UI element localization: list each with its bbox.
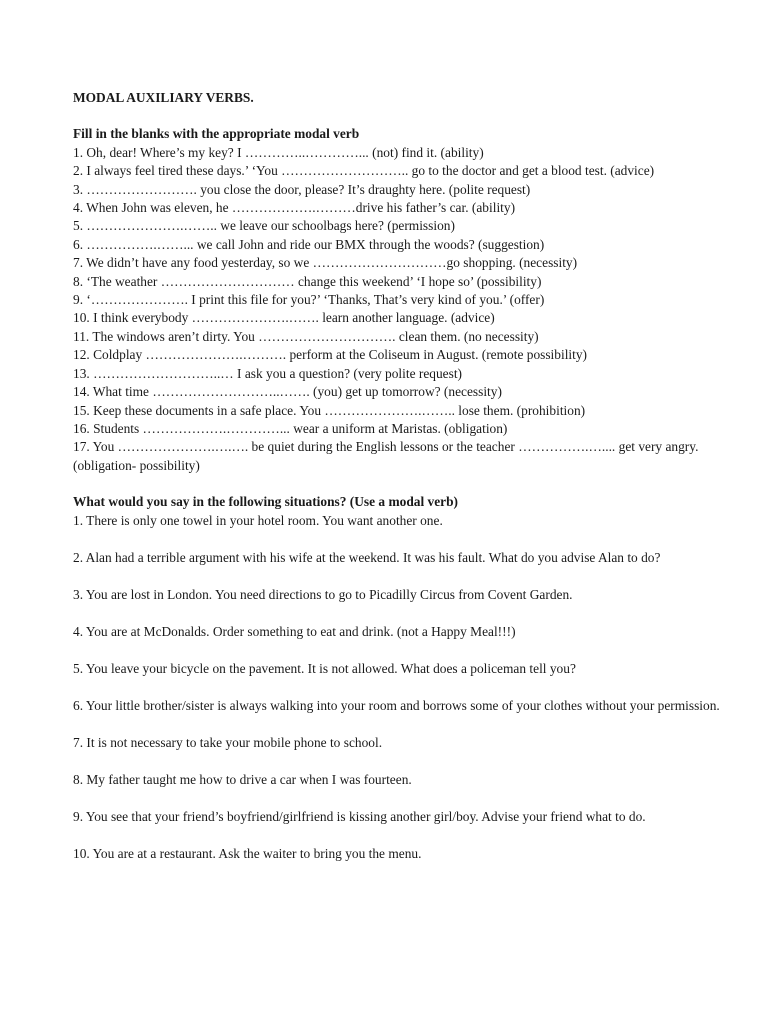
exercise-item: 6. …………….……... we call John and ride our BMX through the woods? (suggestion) bbox=[73, 236, 545, 252]
exercise-item: 16. Students ……………….…………... wear a uniform at Maristas. (obligation) bbox=[73, 420, 508, 436]
exercise-item: 2. I always feel tired these days.’ ‘You ……………………….. go to the doctor and get a blood test. (advice) bbox=[73, 163, 655, 179]
exercise-item: 10. I think everybody ………………….……. learn another language. (advice) bbox=[73, 310, 495, 326]
exercise-item: 7. We didn’t have any food yesterday, so we …………………………go shopping. (necessity) bbox=[73, 255, 578, 271]
situation-item: 3. You are lost in London. You need directions to go to Picadilly Circus from Covent Garden. bbox=[73, 586, 573, 602]
situation-item: 2. Alan had a terrible argument with his wife at the weekend. It was his fault. What do you advise Alan to do? bbox=[73, 549, 661, 565]
situations-heading: What would you say in the following situations? (Use a modal verb) bbox=[73, 494, 459, 510]
situations-section bbox=[73, 493, 723, 863]
situation-item: 8. My father taught me how to drive a car when I was fourteen. bbox=[73, 771, 412, 787]
situation-item: 9. You see that your friend’s boyfriend/girlfriend is kissing another girl/boy. Advise your friend what to do. bbox=[73, 808, 646, 824]
exercise-item: 14. What time ………………………..……. (you) get up tomorrow? (necessity) bbox=[73, 384, 502, 400]
situation-item: 1. There is only one towel in your hotel room. You want another one. bbox=[73, 512, 443, 528]
exercise-item: 1. Oh, dear! Where’s my key? I …………..…………... (not) find it. (ability) bbox=[73, 144, 484, 160]
exercise-item: 4. When John was eleven, he ……………….………drive his father’s car. (ability) bbox=[73, 200, 516, 216]
situation-item: 7. It is not necessary to take your mobile phone to school. bbox=[73, 734, 383, 750]
situation-item: 4. You are at McDonalds. Order something to eat and drink. (not a Happy Meal!!!) bbox=[73, 623, 516, 639]
situation-item: 10. You are at a restaurant. Ask the waiter to bring you the menu. bbox=[73, 845, 422, 861]
worksheet-content bbox=[73, 89, 723, 882]
exercise-item: 13. ………………………..… I ask you a question? (very polite request) bbox=[73, 365, 463, 381]
exercise-item: 5. ………………….…….. we leave our schoolbags here? (permission) bbox=[73, 218, 455, 234]
fill-in-blanks-section bbox=[73, 125, 723, 475]
situation-item: 6. Your little brother/sister is always walking into your room and borrows some of your clothes without your permission. bbox=[73, 697, 720, 713]
exercise-item: 15. Keep these documents in a safe place. You ………………….…….. lose them. (prohibition) bbox=[73, 402, 586, 418]
exercise-item: 17. You ………………….….…. be quiet during the English lessons or the teacher …………….….... get very angry. (obligation- possibility) bbox=[73, 439, 699, 473]
page-title: MODAL AUXILIARY VERBS. bbox=[73, 90, 254, 105]
situation-item: 5. You leave your bicycle on the pavement. It is not allowed. What does a policeman tell you? bbox=[73, 660, 576, 676]
exercise-item: 3. ……………………. you close the door, please? It’s draughty here. (polite request) bbox=[73, 181, 531, 197]
exercise-item: 12. Coldplay ………………….………. perform at the Coliseum in August. (remote possibility) bbox=[73, 347, 588, 363]
exercise-item: 8. ‘The weather ………………………… change this weekend’ ‘I hope so’ (possibility) bbox=[73, 273, 542, 289]
exercise-item: 11. The windows aren’t dirty. You …………………………. clean them. (no necessity) bbox=[73, 328, 539, 344]
fill-in-blanks-heading: Fill in the blanks with the appropriate modal verb bbox=[73, 126, 360, 142]
exercise-item: 9. ‘…………………. I print this file for you?’ ‘Thanks, That’s very kind of you.’ (offer) bbox=[73, 292, 545, 308]
